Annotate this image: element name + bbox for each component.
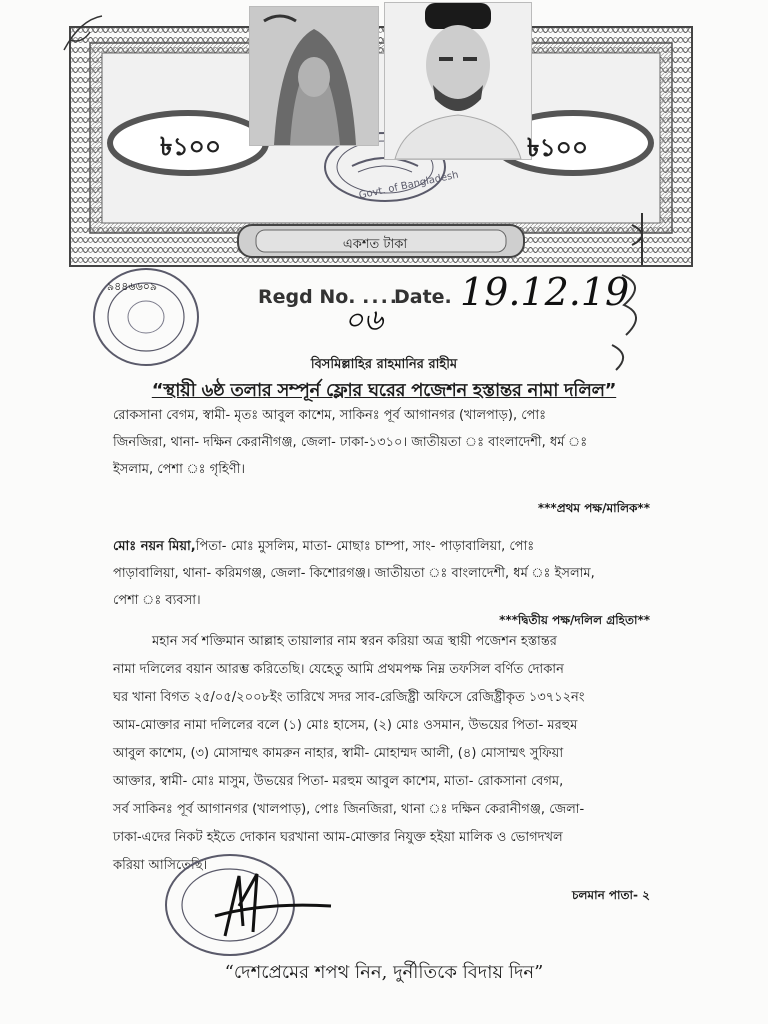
second-party-label: ***দ্বিতীয় পক্ষ/দলিল গ্রহিতা** xyxy=(499,613,650,627)
registration-label: Regd No. .... xyxy=(258,286,400,308)
stamp-denomination-right: ৳১০০ xyxy=(527,133,589,162)
registration-number: ০৬ xyxy=(344,303,384,338)
second-party-line-1 xyxy=(113,537,534,558)
first-party-photo xyxy=(249,6,379,146)
basmala-heading: বিসমিল্লাহির রাহমানির রাহীম xyxy=(310,357,458,372)
margin-handwriting-icon xyxy=(602,205,672,375)
deed-title: “স্থায়ী ৬ষ্ঠ তলার সম্পূর্ন ফ্লোর ঘরের পজেশন হস্তান্তর নামা দলিল” xyxy=(151,380,617,401)
body-line-1: মহান সর্ব শক্তিমান আল্লাহ তায়ালার নাম স্বরন করিয়া অত্র স্থায়ী পজেশন হস্তান্তর xyxy=(152,634,557,649)
stamp-value-words: একশত টাকা xyxy=(342,237,408,252)
first-party-line-3: ইসলাম, পেশা ঃ গৃহিণী। xyxy=(113,462,245,477)
second-party-photo xyxy=(384,2,532,160)
first-party-line-2: জিনজিরা, থানা- দক্ষিন কেরানীগঞ্জ, জেলা- ঢাকা-১৩১০। জাতীয়তা ঃ বাংলাদেশী, ধর্ম ঃ xyxy=(113,435,588,450)
body-line-4: আম-মোক্তার নামা দলিলের বলে (১) মোঃ হাসেম, (২) মোঃ ওসমান, উভয়ের পিতা- মরহুম xyxy=(113,718,578,733)
continued-page-label: চলমান পাতা- ২ xyxy=(572,888,650,902)
first-party-label: ***প্রথম পক্ষ/মালিক** xyxy=(537,501,650,515)
first-party-line-1: রোকসানা বেগম, স্বামী- মৃতঃ আবুল কাশেম, সাকিনঃ পূর্ব আগানগর (খালপাড়), পোঃ xyxy=(113,408,547,423)
regd-no-label: Regd No. xyxy=(258,286,356,308)
second-party-name: মোঃ নয়ন মিয়া, xyxy=(113,539,196,554)
body-line-7: সর্ব সাকিনঃ পূর্ব আগানগর (খালপাড়), পোঃ জিনজিরা, থানা ঃ দক্ষিন কেরানীগঞ্জ, জেলা- xyxy=(113,802,585,817)
body-line-9: করিয়া আসিতেছি। xyxy=(113,858,208,873)
second-party-line-1-rest: পিতা- মোঃ মুসলিম, মাতা- মোছাঃ চাম্পা, সাং- পাড়াবালিয়া, পোঃ xyxy=(195,539,535,554)
footer-slogan: “দেশপ্রেমের শপথ নিন, দুর্নীতিকে বিদায় দিন” xyxy=(224,962,544,983)
registration-date: 19.12.19 xyxy=(460,270,630,314)
body-line-8: ঢাকা-এদের নিকট হইতে দোকান ঘরখানা আম-মোক্তার নিযুক্ত হইয়া মালিক ও ভোগদখল xyxy=(113,830,563,845)
body-line-2: নামা দলিলের বয়ান আরম্ভ করিতেছি। যেহেতু আমি প্রথমপক্ষ নিম্ন তফসিল বর্ণিত দোকান xyxy=(113,662,564,677)
body-line-3: ঘর খানা বিগত ২৫/০৫/২০০৮ইং তারিখে সদর সাব-রেজিষ্ট্রী অফিসে রেজিষ্ট্রীকৃত ১৩৭১২নং xyxy=(113,690,585,705)
stamp-serial-number: ৯৪৪৬৬০৯ xyxy=(107,280,158,293)
corner-mark-icon xyxy=(60,10,106,60)
signature-icon xyxy=(195,866,335,946)
second-party-line-2: পাড়াবালিয়া, থানা- করিমগঞ্জ, জেলা- কিশোরগঞ্জ। জাতীয়তা ঃ বাংলাদেশী, ধর্ম ঃ ইসলাম, xyxy=(113,566,595,581)
body-line-5: আবুল কাশেম, (৩) মোসাম্মৎ কামরুন নাহার, স্বামী- মোহাম্মদ আলী, (৪) মোসাম্মৎ সুফিয়া xyxy=(113,746,564,761)
second-party-line-3: পেশা ঃ ব্যবসা। xyxy=(113,593,201,608)
body-line-6: আক্তার, স্বামী- মোঃ মাসুম, উভয়ের পিতা- মরহুম আবুল কাশেম, মাতা- রোকসানা বেগম, xyxy=(113,774,564,789)
registration-date-label: Date. xyxy=(394,286,452,308)
seal-text: Govt. of Bangladesh xyxy=(357,169,460,202)
stamp-denomination-left: ৳১০০ xyxy=(160,132,222,161)
